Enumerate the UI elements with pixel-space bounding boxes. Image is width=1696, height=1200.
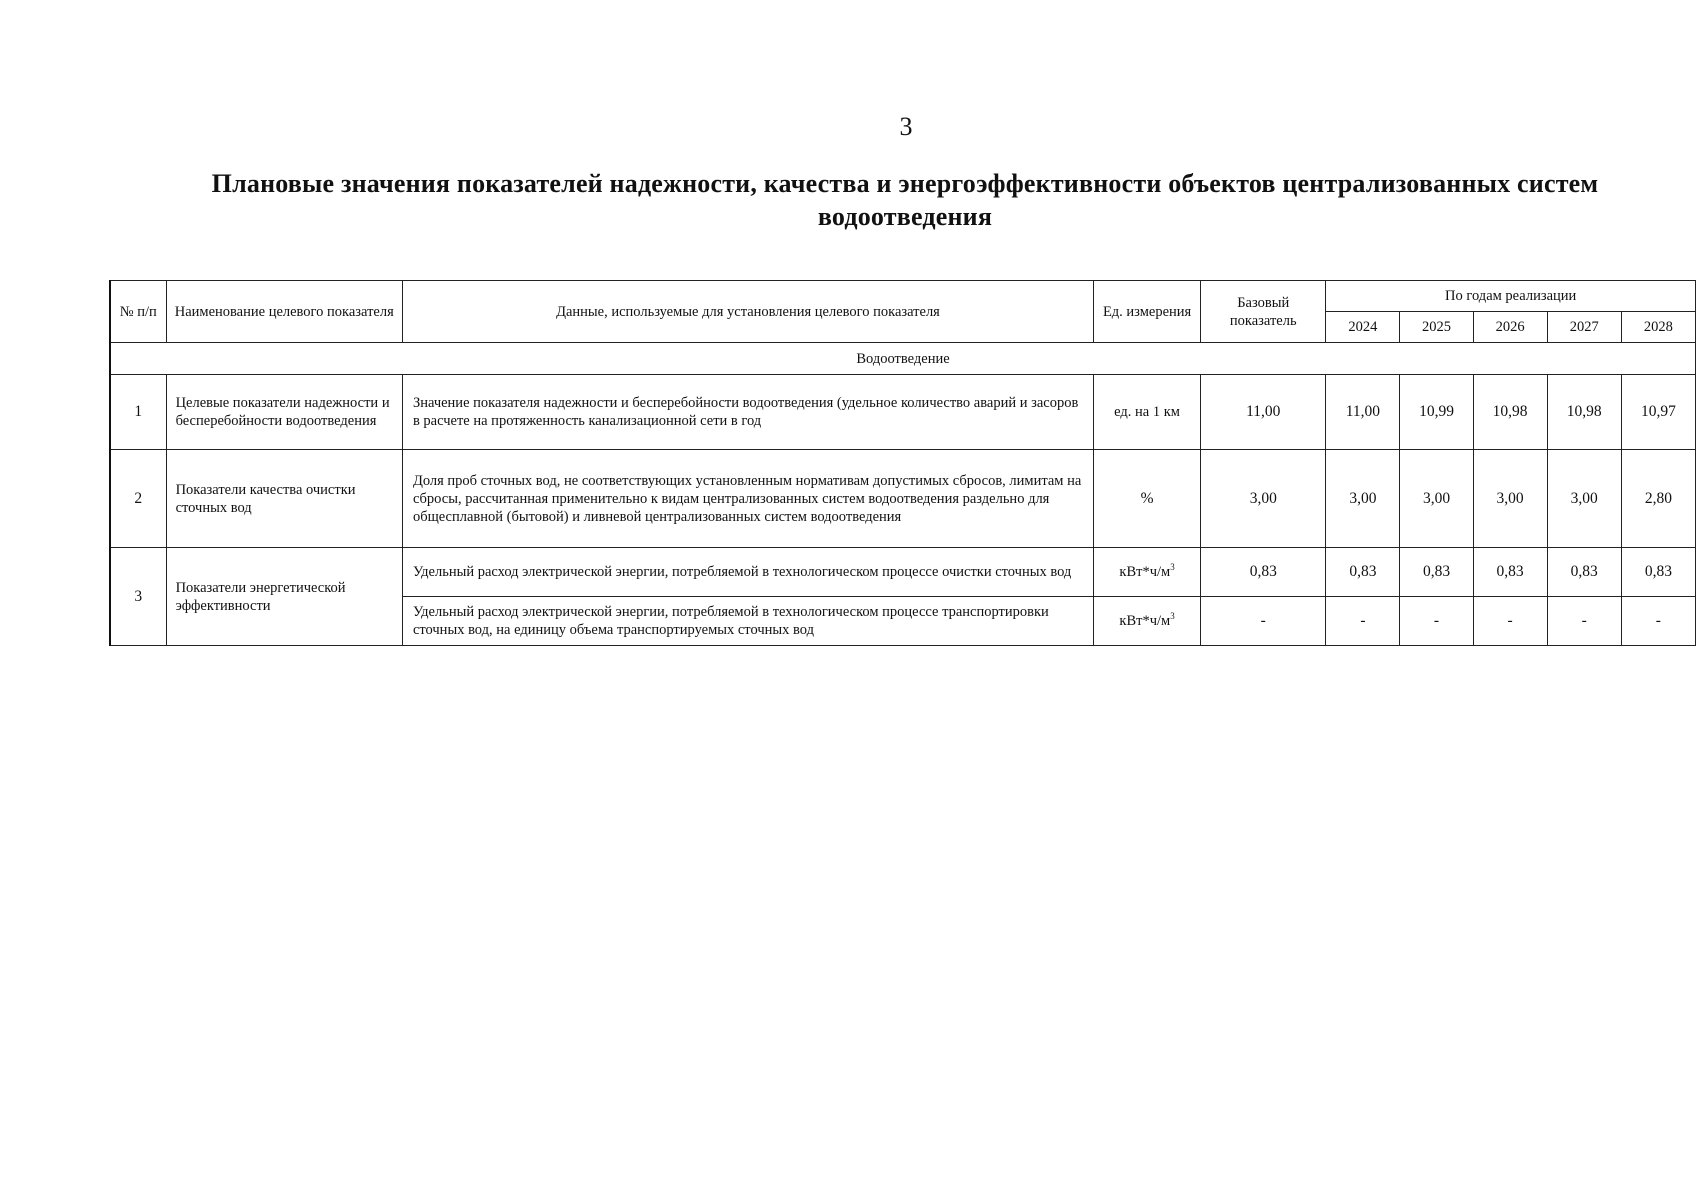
unit-cell	[1094, 597, 1201, 646]
table-row	[110, 450, 1696, 548]
header-row	[110, 281, 1696, 312]
header-year: 2025	[1400, 312, 1473, 343]
year-value: 10,98	[1473, 375, 1547, 450]
page-number: 3	[899, 112, 913, 141]
header-year: 2027	[1547, 312, 1621, 343]
year-value: -	[1473, 597, 1547, 646]
indicator-data: Доля проб сточных вод, не соответствующих установленным нормативам допустимых сбросов, лимитам на сбросы, рассчитанная применительно к видам централизованных систем водоотведения раздельно для общесплавной (бытовой) и ливневой централизованных систем водоотведения	[402, 450, 1093, 548]
base-value: 0,83	[1201, 548, 1326, 597]
indicator-name: Показатели качества очистки сточных вод	[166, 450, 402, 548]
base-value: 11,00	[1201, 375, 1326, 450]
year-value: 0,83	[1326, 548, 1400, 597]
header-year: 2026	[1473, 312, 1547, 343]
row-number: 2	[110, 450, 166, 548]
year-value: 3,00	[1473, 450, 1547, 548]
table-row	[110, 375, 1696, 450]
year-value: -	[1326, 597, 1400, 646]
unit-cell	[1094, 548, 1201, 597]
year-value: -	[1621, 597, 1695, 646]
base-value: -	[1201, 597, 1326, 646]
unit-base: кВт*ч/м	[1119, 613, 1171, 629]
year-value: 0,83	[1547, 548, 1621, 597]
year-value: 0,83	[1400, 548, 1473, 597]
document-title: Плановые значения показателей надежности, качества и энергоэффективности объектов централизованных систем водоотведения	[211, 169, 1599, 231]
header-years-group: По годам реализации	[1326, 281, 1696, 312]
year-value: 11,00	[1326, 375, 1400, 450]
header-year: 2028	[1621, 312, 1695, 343]
row-number: 3	[110, 548, 166, 646]
table-row	[110, 548, 1696, 597]
unit-cell: ед. на 1 км	[1094, 375, 1201, 450]
year-value: -	[1547, 597, 1621, 646]
unit-base: кВт*ч/м	[1119, 564, 1171, 580]
indicator-name: Показатели энергетической эффективности	[166, 548, 402, 646]
year-value: 0,83	[1473, 548, 1547, 597]
year-value: 3,00	[1326, 450, 1400, 548]
unit-superscript: 3	[1170, 562, 1175, 573]
indicator-data: Удельный расход электрической энергии, потребляемой в технологическом процессе транспортировки сточных вод, на единицу объема транспортируемых сточных вод	[402, 597, 1093, 646]
section-title: Водоотведение	[110, 343, 1696, 375]
year-value: 10,98	[1547, 375, 1621, 450]
year-value: 10,99	[1400, 375, 1473, 450]
indicator-data: Удельный расход электрической энергии, потребляемой в технологическом процессе очистки сточных вод	[402, 548, 1093, 597]
year-value: 3,00	[1547, 450, 1621, 548]
header-base: Базовый показатель	[1201, 281, 1326, 343]
unit-cell: %	[1094, 450, 1201, 548]
indicator-data: Значение показателя надежности и бесперебойности водоотведения (удельное количество аварий и засоров в расчете на протяженность канализационной сети в год	[402, 375, 1093, 450]
header-name: Наименование целевого показателя	[166, 281, 402, 343]
unit-superscript: 3	[1170, 611, 1175, 622]
base-value: 3,00	[1201, 450, 1326, 548]
header-year: 2024	[1326, 312, 1400, 343]
section-row	[110, 343, 1696, 375]
row-number: 1	[110, 375, 166, 450]
year-value: -	[1400, 597, 1473, 646]
year-value: 3,00	[1400, 450, 1473, 548]
year-value: 0,83	[1621, 548, 1695, 597]
header-unit: Ед. измерения	[1094, 281, 1201, 343]
year-value: 10,97	[1621, 375, 1695, 450]
indicator-name: Целевые показатели надежности и бесперебойности водоотведения	[166, 375, 402, 450]
header-number: № п/п	[110, 281, 166, 343]
header-data: Данные, используемые для установления целевого показателя	[402, 281, 1093, 343]
indicators-table	[109, 280, 1696, 646]
year-value: 2,80	[1621, 450, 1695, 548]
